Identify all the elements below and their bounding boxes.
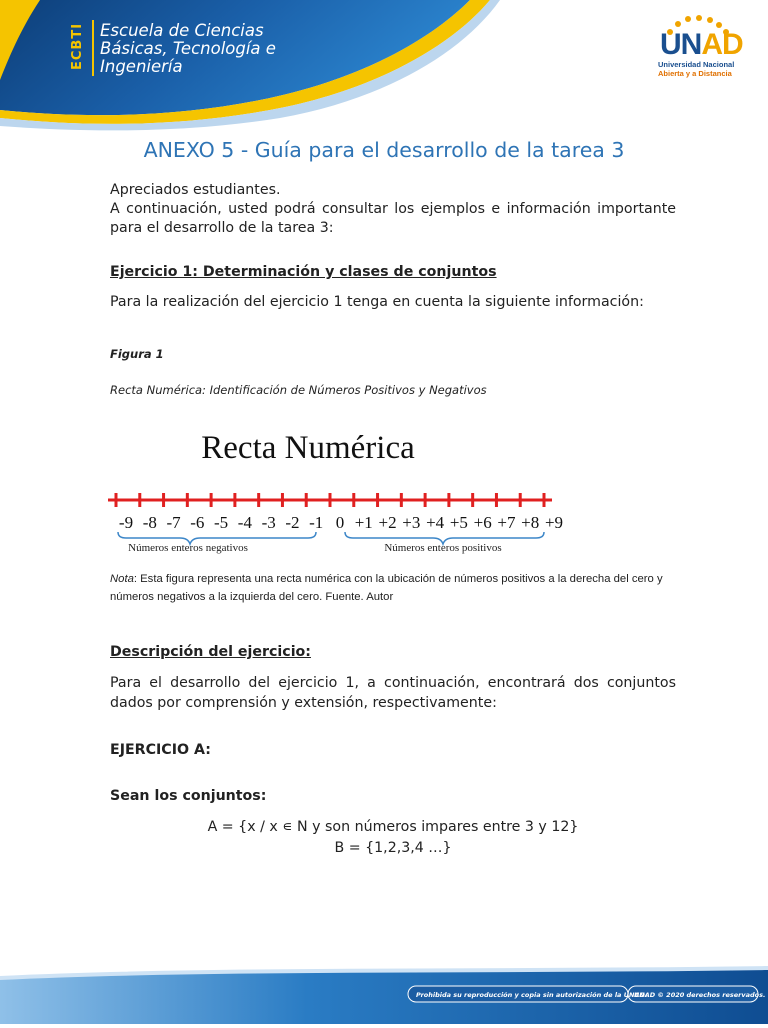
logo-subtitle-1: Universidad Nacional [658,60,735,69]
number-line-label: +5 [449,513,468,532]
section-heading-descripcion: Descripción del ejercicio: [110,644,311,660]
sean-conjuntos-label: Sean los conjuntos: [110,788,267,804]
header-banner [0,0,768,128]
number-line-label: -4 [237,513,252,532]
figure-label: Figura 1 [110,347,164,361]
number-line-label: -7 [166,513,181,532]
number-line-title: Recta Numérica [201,430,415,466]
intro-greeting: Apreciados estudiantes. [110,182,281,198]
number-line-label: -2 [285,513,300,532]
ejercicio-a-heading: EJERCICIO A: [110,742,211,758]
intro-paragraph: A continuación, usted podrá consultar los ejemplos e información importante para el desarrollo de la tarea 3: [110,201,676,236]
number-line-label: +7 [497,513,516,532]
number-line-label: -1 [309,513,324,532]
figure-note-prefix: Nota [110,573,134,585]
number-line-label: 0 [335,513,345,532]
positive-brace [345,532,544,544]
number-line-label: +4 [426,513,445,532]
number-line-label: -9 [118,513,134,532]
figure-note-text: : Esta figura representa una recta numérica con la ubicación de números positivos a la derecha del cero y números negativos a la izquierda del cero. Fuente. Autor [110,573,663,603]
section-heading-ejercicio-1: Ejercicio 1: Determinación y clases de conjuntos [110,264,497,280]
ecbti-divider [92,20,94,76]
logo-subtitle-2: Abierta y a Distancia [658,69,732,78]
school-name-line: Escuela de Ciencias [100,21,264,40]
number-line-label: -6 [190,513,205,532]
set-a-definition: A = {x / x ∊ N y son números impares entre 3 y 12} [207,819,579,835]
school-name [100,22,276,76]
footer-copyright-notice: Prohibida su reproducción y copia sin autorización de la UNAD. [416,991,648,999]
ejercicio-1-text: Para la realización del ejercicio 1 tenga en cuenta la siguiente información: [110,294,644,310]
number-line-label: -3 [261,513,276,532]
school-name-line: Básicas, Tecnología e [100,39,276,58]
number-line-label: +1 [354,513,373,532]
number-line-label: -8 [142,513,157,532]
school-name-line: Ingeniería [100,57,183,76]
number-line-svg [100,410,564,560]
number-line-label: +9 [544,513,564,532]
number-line-label: -5 [214,513,229,532]
logo-wordmark-un: UN [660,28,702,61]
number-line-label: +6 [473,513,492,532]
unad-logo [656,14,756,82]
ecbti-vertical-label: ECBTI [70,22,85,70]
number-line-figure [100,410,564,560]
negative-numbers-label: Números enteros negativos [128,542,248,554]
footer-rights: UNAD © 2020 derechos reservados. [634,991,766,999]
number-line-label: +3 [402,513,421,532]
logo-wordmark [660,28,743,62]
descripcion-text: Para el desarrollo del ejercicio 1, a continuación, encontrará dos conjuntos dados por comprensión y extensión, respectivamente: [110,675,676,711]
number-line-label: +2 [378,513,397,532]
set-b-definition: B = {1,2,3,4 …} [334,840,452,856]
page-title: ANEXO 5 - Guía para el desarrollo de la tarea 3 [143,138,625,162]
positive-numbers-label: Números enteros positivos [384,542,502,554]
logo-wordmark-ad: AD [701,28,743,61]
figure-caption: Recta Numérica: Identificación de Números Positivos y Negativos [110,383,487,397]
number-line-label: +8 [521,513,540,532]
figure-note [110,570,690,606]
